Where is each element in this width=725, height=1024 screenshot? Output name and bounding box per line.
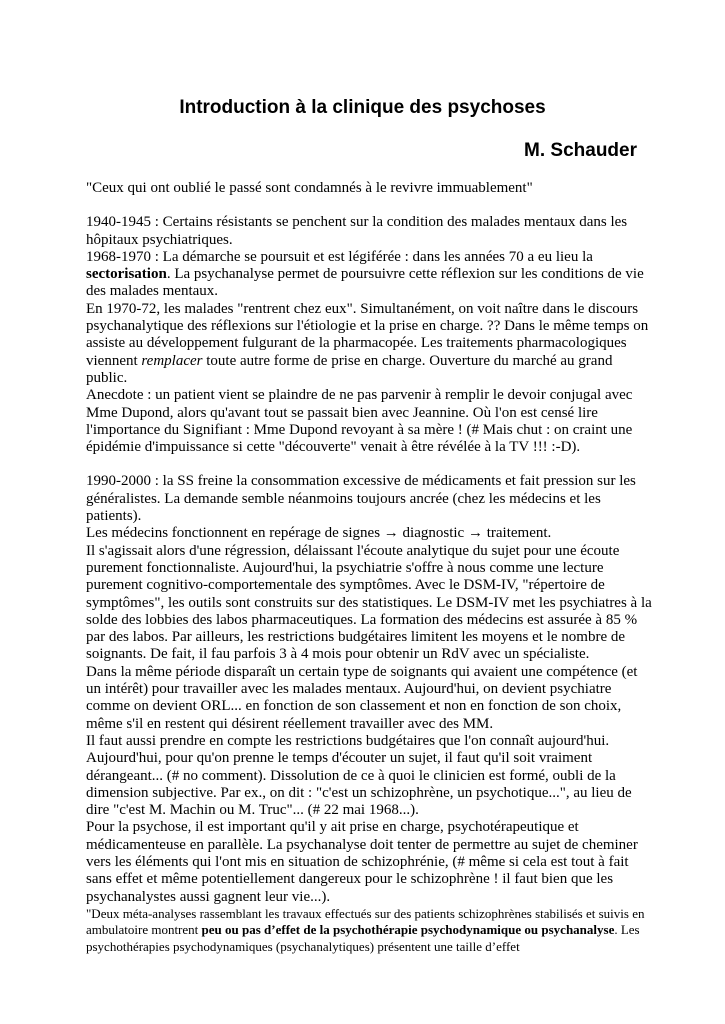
page-title: Introduction à la clinique des psychoses [179,97,546,118]
text-run: "Deux méta-analyses rassemblant les travaux effectués sur des patients schizophrènes stabilisés et suivis en ambulatoire montrent [86,905,645,938]
text-run: En 1970-72, les malades "rentrent chez eux". Simultanément, on voit naître dans le discours psychanalytique des réflexions sur l'étiologie et la prise en charge. ?? Dans le même temps on assiste au développement fulgurant de la pharmacopée. Les traitements pharmacologiques viennent [86,300,649,369]
paragraph-psychose: Pour la psychose, il est important qu'il y ait prise en charge, psychotérapeutique et médicamenteuse en parallèle. La psychanalyse doit tenter de permettre au sujet de cheminer vers les éléments qui l'ont mis en situation de schizophrénie, (# même si cela est tout à fait sans effet et même potentiellement dangereux pour le schizophrène ! il faut bien que les psychanalystes aussi gagnent leur vie...). [86,819,638,905]
paragraph-regression: Il s'agissait alors d'une régression, délaissant l'écoute analytique du sujet pour une écoute purement fonctionnaliste. Aujourd'hui, la psychiatrie s'offre à nous comme une lecture purement cognitivo-comportementale des symptômes. Avec le DSM-IV, "répertoire de symptômes", les outils sont construits sur des statistiques. Le DSM-IV met les psychiatres à la solde des lobbies des labos pharmaceutiques. La formation des médecins est assurée à 85 % par des labos. Par ailleurs, les restrictions budgétaires limitent les moyens et le nombre de soignants. De fait, il fau parfois 3 à 4 mois pour obtenir un RdV avec un spécialiste. [86,542,652,663]
paragraph-soignants: Dans la même période disparaît un certain type de soignants qui avaient une compétence (et un intérêt) pour travailler avec les malades mentaux. Aujourd'hui, on devient psychiatre comme on devient ORL... en fonction de son classement et non en fonction de son choix, même s'il en restent qui désirent réellement travailler avec des MM. [86,663,638,732]
paragraph-1968 [86,249,654,301]
paragraph-diagnostic: Les médecins fonctionnent en repérage de signes → diagnostic → traitement. [86,525,552,542]
text-run: . La psychanalyse permet de poursuivre cette réflexion sur les conditions de vie des malades mentaux. [86,266,644,300]
text-run: toute autre forme de prise en charge. Ouverture du marché au grand public. [86,352,613,386]
paragraph-budget: Il faut aussi prendre en compte les restrictions budgétaires que l'on connaît aujourd'hui. Aujourd'hui, pour qu'on prenne le temps d'écouter un sujet, il faut qu'il soit vraiment dérangeant... (# no comment). Dissolution de ce à quoi le clinicien est formé, oubli de la dimension subjective. Par ex., on dit : "c'est un schizophrène, un psychotique...", au lieu de dire "c'est M. Machin ou M. Truc"... (# 22 mai 1968...). [86,732,632,819]
bold-finding: peu ou pas d’effet de la psychothérapie psychodynamique ou psychanalyse [201,922,615,938]
paragraph-meta-analyses [86,906,654,956]
text-run: 1968-1970 : La démarche se poursuit et est légiférée : dans les années 70 a eu lieu la [86,248,593,265]
author-name: M. Schauder [524,140,637,161]
epigraph-quote: "Ceux qui ont oublié le passé sont condamnés à le revivre immuablement" [86,180,533,196]
document-body [86,180,654,955]
bold-term-sectorisation: sectorisation [86,266,167,283]
paragraph-1990: 1990-2000 : la SS freine la consommation excessive de médicaments et fait pression sur les généralistes. La demande semble néanmoins toujours ancrée (chez les médecins et les patients). [86,473,636,525]
paragraph-gap [86,197,654,214]
paragraph-1940: 1940-1945 : Certains résistants se penchent sur la condition des malades mentaux dans les hôpitaux psychiatriques. [86,214,628,248]
paragraph-anecdote: Anecdote : un patient vient se plaindre de ne pas parvenir à remplir le devoir conjugal avec Mme Dupond, alors qu'avant tout se passait bien avec Jeannine. Où l'on est censé lire l'importance du Signifiant : Mme Dupond revoyant à sa mère ! (# Mais chut : on craint une épidémie d'impuissance si cette "découverte" venait à être révélée à la TV !!! :-D). [86,387,633,456]
paragraph-gap [86,456,654,473]
paragraph-1970 [86,301,654,387]
text-run: . Les psychothérapies psychodynamiques (psychanalytiques) présentent une taille d’effet [86,922,640,954]
italic-term-remplacer: remplacer [141,352,203,369]
